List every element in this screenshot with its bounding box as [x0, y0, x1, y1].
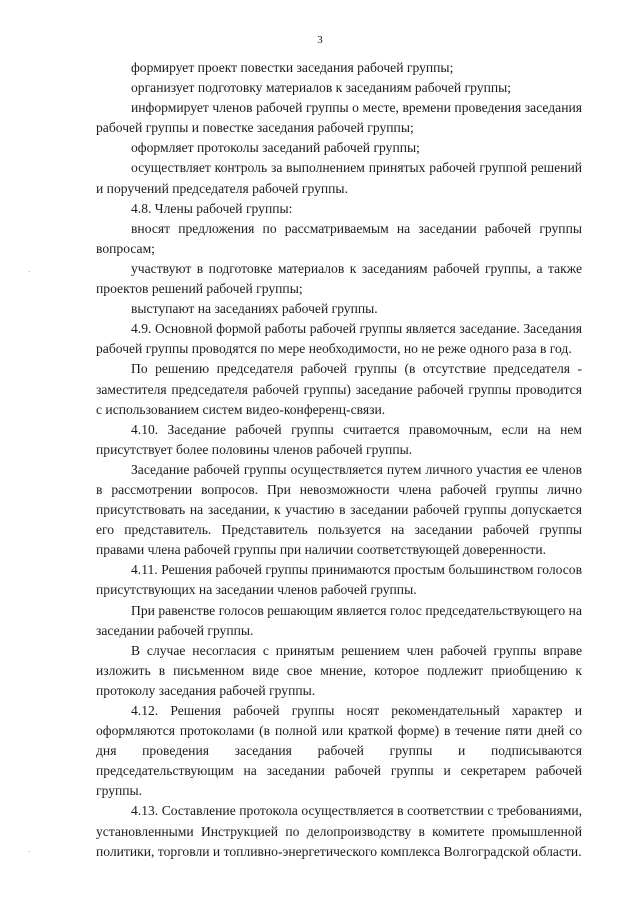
paragraph: 4.13. Составление протокола осуществляется в соответствии с требованиями, установленными Инструкцией по делопроизводству в комитете промышленной политики, торговли и топливно-энергетического комплекса Волгоградской области. — [96, 803, 582, 859]
paragraph: организует подготовку материалов к заседаниям рабочей группы; — [131, 80, 512, 96]
paragraph: 4.11. Решения рабочей группы принимаются простым большинством голосов присутствующих на заседании членов рабочей группы. — [96, 562, 582, 598]
margin-mark: · — [28, 268, 31, 276]
paragraph: информирует членов рабочей группы о месте, времени проведения заседания рабочей группы и повестке заседания рабочей группы; — [96, 100, 582, 136]
paragraph: По решению председателя рабочей группы (в отсутствие председателя - заместителя председателя рабочей группы) заседание рабочей группы проводится с использованием систем видео-конференц-связи. — [96, 361, 582, 417]
paragraph: формирует проект повестки заседания рабочей группы; — [131, 60, 454, 75]
paragraph: вносят предложения по рассматриваемым на заседании рабочей группы вопросам; — [96, 220, 582, 256]
paragraph: Заседание рабочей группы осуществляется путем личного участия ее членов в рассмотрении вопросов. При невозможности члена рабочей группы лично присутствовать на заседании, к участию в заседании рабочей группы допускается его представитель. Представитель пользуется на заседании рабочей группы правами члена рабочей группы при наличии соответствующей доверенности. — [96, 461, 582, 558]
paragraph: участвуют в подготовке материалов к заседаниям рабочей группы, а также проектов решений рабочей группы; — [96, 260, 582, 297]
paragraph: 4.12. Решения рабочей группы носят рекомендательный характер и оформляются протоколами (в полной или краткой форме) в течение пяти дней со дня проведения заседания рабочей группы и подписываются председательствующим на заседании рабочей группы и секретарем рабочей группы. — [96, 703, 582, 799]
page-number: 3 — [317, 34, 323, 46]
paragraph: 4.10. Заседание рабочей группы считается правомочным, если на нем присутствует более половины членов рабочей группы. — [96, 421, 582, 457]
paragraph: выступают на заседаниях рабочей группы. — [131, 301, 378, 317]
paragraph: оформляет протоколы заседаний рабочей группы; — [131, 140, 420, 156]
document-body — [96, 58, 582, 862]
paragraph: 4.9. Основной формой работы рабочей группы является заседание. Заседания рабочей группы проводятся по мере необходимости, но не реже одного раза в год. — [96, 321, 582, 357]
paragraph: При равенстве голосов решающим является голос председательствующего на заседании рабочей группы. — [96, 602, 582, 638]
paragraph: осуществляет контроль за выполнением принятых рабочей группой решений и поручений председателя рабочей группы. — [96, 160, 582, 196]
margin-mark: · — [28, 848, 31, 856]
paragraph: В случае несогласия с принятым решением член рабочей группы вправе изложить в письменном виде свое мнение, которое подлежит приобщению к протоколу заседания рабочей группы. — [96, 642, 582, 698]
section-heading: 4.8. Члены рабочей группы: — [131, 200, 293, 216]
